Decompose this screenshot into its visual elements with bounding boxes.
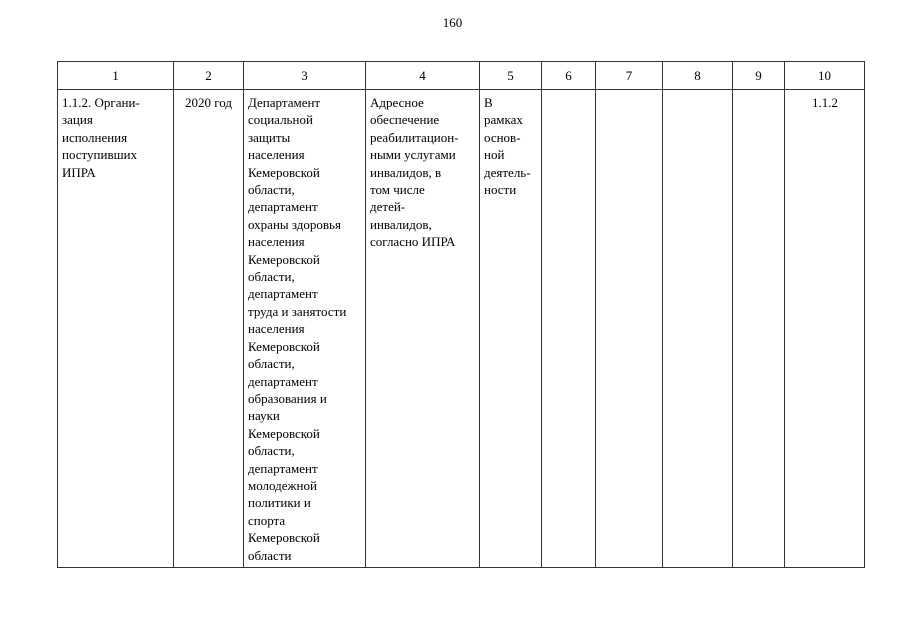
table-header-row: [58, 62, 865, 90]
column-header-4: 4: [366, 62, 480, 90]
funding-text: В рамках основ- ной деятель- ности: [484, 95, 531, 198]
cell-reference: [785, 90, 865, 568]
col7-text: [596, 90, 662, 94]
cell-period: [174, 90, 244, 568]
cell-col6: [542, 90, 596, 568]
column-header-2: 2: [174, 62, 244, 90]
column-header-7: 7: [596, 62, 663, 90]
column-header-5: 5: [480, 62, 542, 90]
column-header-1: 1: [58, 62, 174, 90]
cell-result: [366, 90, 480, 568]
activity-text: 1.1.2. Органи- зация исполнения поступивших ИПРА: [62, 95, 140, 180]
cell-col8: [663, 90, 733, 568]
cell-funding: [480, 90, 542, 568]
col9-text: [733, 90, 784, 94]
page-number: 160: [442, 15, 463, 30]
col6-text: [542, 90, 595, 94]
table-row: [58, 90, 865, 568]
cell-col9: [733, 90, 785, 568]
cell-activity: [58, 90, 174, 568]
reference-text: 1.1.2: [812, 95, 838, 110]
column-header-3: 3: [244, 62, 366, 90]
column-header-10: 10: [785, 62, 865, 90]
col8-text: [663, 90, 732, 94]
period-text: 2020 год: [185, 95, 232, 110]
result-text: Адресное обеспечение реабилитацион- ными услугами инвалидов, в том числе детей- инвалидов, согласно ИПРА: [370, 95, 459, 250]
column-header-8: 8: [663, 62, 733, 90]
plan-table: [57, 61, 865, 568]
cell-col7: [596, 90, 663, 568]
cell-executors: [244, 90, 366, 568]
column-header-9: 9: [733, 62, 785, 90]
column-header-6: 6: [542, 62, 596, 90]
executors-text: Департамент социальной защиты населения Кемеровской области, департамент охраны здоровья населения Кемеровской области, департамент труда и занятости населения Кемеровской области, департамент образования и науки Кемеровской области, департамент молодежной политики и спорта Кемеровской области: [248, 95, 347, 563]
